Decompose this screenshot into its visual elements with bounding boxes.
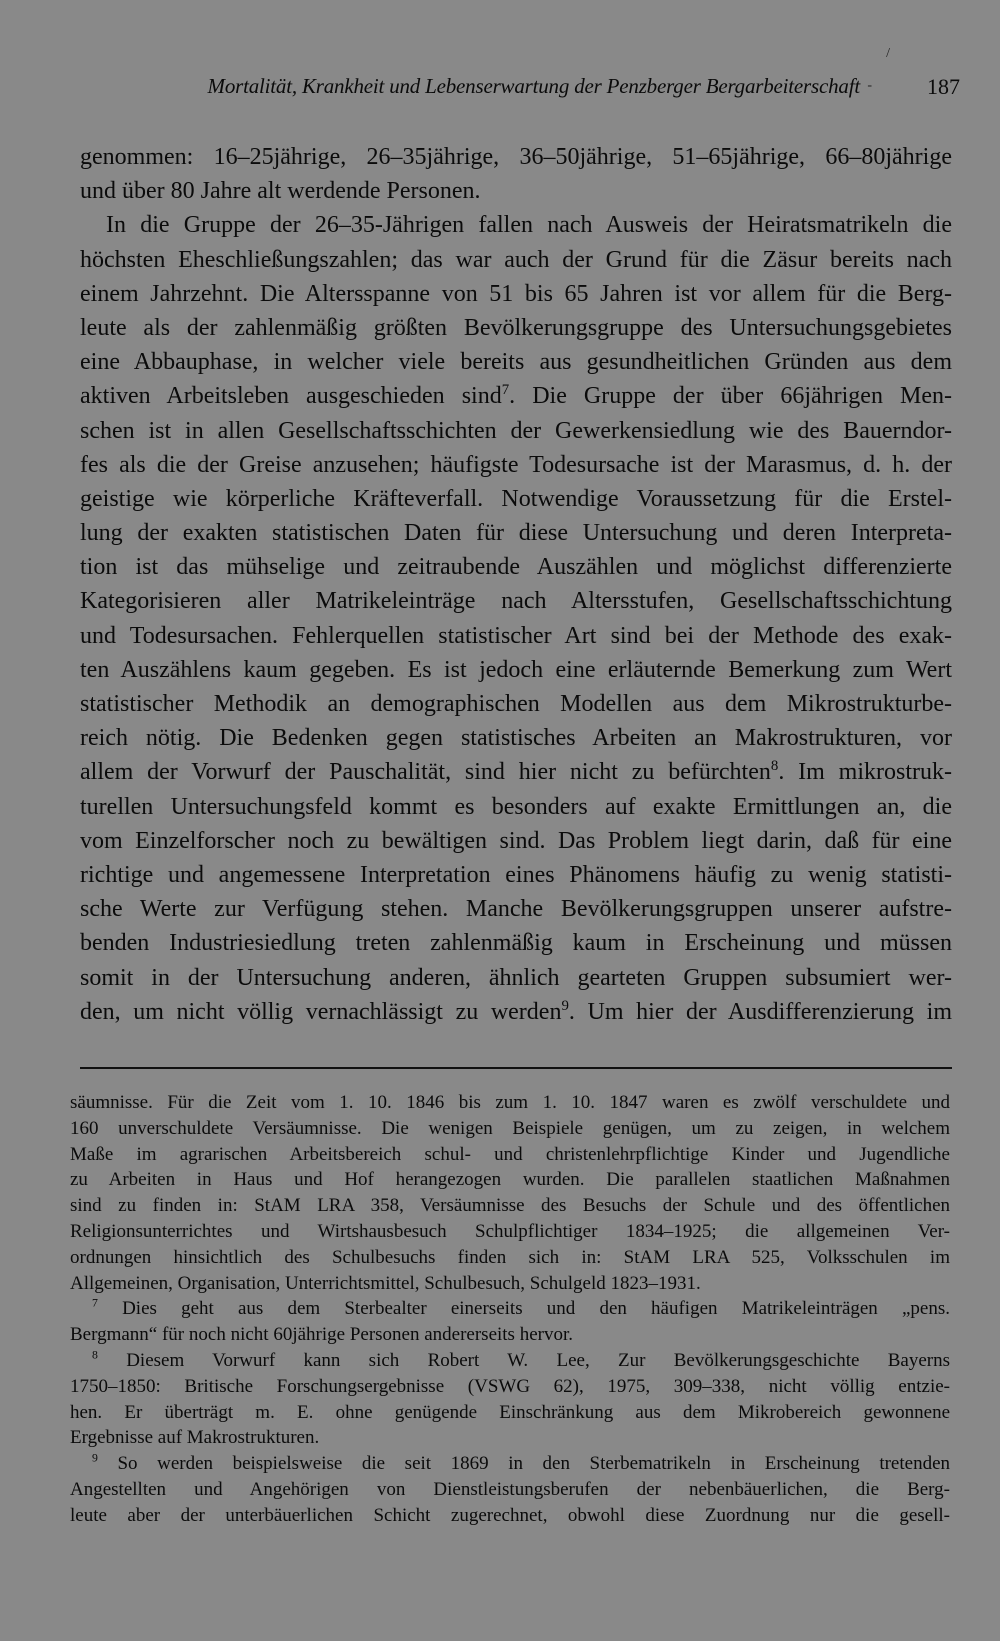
footnote-ref-7: 7 [501, 382, 510, 399]
footnote-text: Diesem Vorwurf kann sich Robert W. Lee, Zur Bevölkerungsgeschichte Bayerns [126, 1349, 950, 1371]
text-line: tion ist das mühselige und zeitraubende Auszählen und möglichst differenzierte [80, 554, 952, 581]
footnote-ref-9: 9 [561, 997, 569, 1014]
text-segment: den, um nicht völlig vernachlässigt zu werden [80, 998, 562, 1025]
text-segment: . Die Gruppe der über 66jährigen Men- [509, 383, 952, 410]
text-line: geistige wie körperliche Kräfteverfall. Notwendige Voraussetzung für die Erstel- [80, 485, 952, 512]
text-line: und über 80 Jahre alt werdende Personen. [80, 178, 481, 205]
footnote-text: Dies geht aus dem Sterbealter einerseits und den häufigen Matrikeleinträgen „pens. [122, 1298, 950, 1320]
footnote-line: leute aber der unterbäuerlichen Schicht zugerechnet, obwohl diese Zuordnung nur die gesell- [70, 1504, 950, 1526]
footnote-text: So werden beispielsweise die seit 1869 in den Sterbematrikeln in Erscheinung tretenden [117, 1453, 950, 1475]
text-segment: aktiven Arbeitsleben ausgeschieden sind [80, 383, 502, 410]
footnote-number: 9 [92, 1451, 98, 1465]
text-line: In die Gruppe der 26–35-Jährigen fallen nach Ausweis der Heiratsmatrikeln die [106, 212, 952, 239]
text-line: turellen Untersuchungsfeld kommt es besonders auf exakte Ermittlungen an, die [80, 793, 952, 820]
footnote-9 [70, 1451, 950, 1477]
text-line [80, 755, 952, 789]
footnote-line: hen. Er überträgt m. E. ohne genügende Einschränkung aus dem Mikrobereich gewonnene [70, 1401, 950, 1423]
text-line: benden Industriesiedlung treten zahlenmäßig kaum in Erscheinung und müssen [80, 930, 952, 957]
footnotes [70, 1090, 950, 1529]
text-line: leute als der zahlenmäßig größten Bevölkerungsgruppe des Untersuchungsgebietes [80, 314, 952, 341]
footnote-line: Religionsunterrichtes und Wirtshausbesuch Schulpflichtiger 1834–1925; die allgemeinen Ver- [70, 1220, 950, 1242]
footnote-line: Allgemeinen, Organisation, Unterrichtsmittel, Schulbesuch, Schulgeld 1823–1931. [70, 1272, 701, 1294]
text-line: sche Werte zur Verfügung stehen. Manche Bevölkerungsgruppen unserer aufstre- [80, 896, 952, 923]
text-line: statistischer Methodik an demographischen Modellen aus dem Mikrostrukturbe- [80, 691, 952, 717]
running-head [0, 74, 1000, 110]
text-line: richtige und angemessene Interpretation eines Phänomens häufig zu wenig statisti- [80, 861, 952, 888]
footnote-line: Bergmann“ für noch nicht 60jährige Personen andererseits hervor. [70, 1324, 573, 1346]
text-line: ten Auszählens kaum gegeben. Es ist jedoch eine erläuternde Bemerkung zum Wert [80, 656, 952, 683]
margin-mark: - [867, 78, 872, 93]
text-line: Kategorisieren aller Matrikeleinträge nach Altersstufen, Gesellschaftsschichtung [80, 588, 952, 615]
footnote-line: Maße im agrarischen Arbeitsbereich schul- und christenlehrpflichtige Kinder und Jugendliche [70, 1143, 950, 1165]
footnote-line: sind zu finden in: StAM LRA 358, Versäumnisse des Besuchs der Schule und des öffentlichen [70, 1195, 950, 1217]
footnote-line: Angestellten und Angehörigen von Dienstleistungsberufen der nebenbäuerlichen, die Berg- [70, 1478, 950, 1500]
text-line: fes als die der Greise anzusehen; häufigste Todesursache ist der Marasmus, d. h. der [80, 451, 952, 478]
margin-mark: / [886, 46, 890, 61]
text-segment: allem der Vorwurf der Pauschalität, sind hier nicht zu befürchten [80, 759, 771, 786]
footnote-line: säumnisse. Für die Zeit vom 1. 10. 1846 bis zum 1. 10. 1847 waren es zwölf verschuldete und [70, 1092, 950, 1113]
footnote-separator [80, 1067, 952, 1069]
footnote-line: Ergebnisse auf Makrostrukturen. [70, 1427, 320, 1449]
footnote-line: ordnungen hinsichtlich des Schulbesuchs finden sich in: StAM LRA 525, Volksschulen im [70, 1246, 950, 1268]
main-text [80, 140, 952, 1029]
text-line: vom Einzelforscher noch zu bewältigen sind. Das Problem liegt darin, daß für eine [80, 827, 952, 854]
text-line: und Todesursachen. Fehlerquellen statistischer Art sind bei der Methode des exak- [80, 622, 952, 649]
footnote-line: 160 unverschuldete Versäumnisse. Die wenigen Beispiele genügen, um zu zeigen, in welchem [70, 1117, 950, 1139]
text-line: somit in der Untersuchung anderen, ähnlich gearteten Gruppen subsumiert wer- [80, 964, 952, 991]
footnote-7 [70, 1296, 950, 1322]
running-head-title: Mortalität, Krankheit und Lebenserwartung der Penzberger Bergarbeiterschaft [207, 74, 860, 98]
footnote-line: 1750–1850: Britische Forschungsergebnisse (VSWG 62), 1975, 309–338, nicht völlig entzie- [70, 1375, 950, 1397]
footnote-number: 8 [92, 1348, 98, 1362]
text-line: genommen: 16–25jährige, 26–35jährige, 36–50jährige, 51–65jährige, 66–80jährige [80, 144, 952, 170]
text-line: höchsten Eheschließungszahlen; das war auch der Grund für die Zäsur bereits nach [80, 246, 952, 273]
text-line [80, 995, 952, 1029]
footnote-number: 7 [92, 1297, 98, 1311]
text-line: einem Jahrzehnt. Die Altersspanne von 51 bis 65 Jahren ist vor allem für die Berg- [80, 280, 952, 307]
text-line: lung der exakten statistischen Daten für diese Untersuchung und deren Interpreta- [80, 520, 952, 547]
text-line: reich nötig. Die Bedenken gegen statistisches Arbeiten an Makrostrukturen, vor [80, 725, 952, 752]
footnote-8 [70, 1348, 950, 1374]
text-segment: . Im mikrostruk- [778, 759, 952, 786]
text-line: schen ist in allen Gesellschaftsschichten der Gewerkensiedlung wie des Bauerndor- [80, 417, 952, 444]
text-line [80, 379, 952, 413]
text-line: eine Abbauphase, in welcher viele bereits aus gesundheitlichen Gründen aus dem [80, 349, 952, 376]
footnote-ref-8: 8 [770, 758, 779, 775]
page-number: 187 [927, 74, 960, 99]
text-segment: . Um hier der Ausdifferenzierung im [568, 998, 952, 1025]
footnote-line: zu Arbeiten in Haus und Hof herangezogen wurden. Die parallelen staatlichen Maßnahmen [70, 1169, 950, 1191]
